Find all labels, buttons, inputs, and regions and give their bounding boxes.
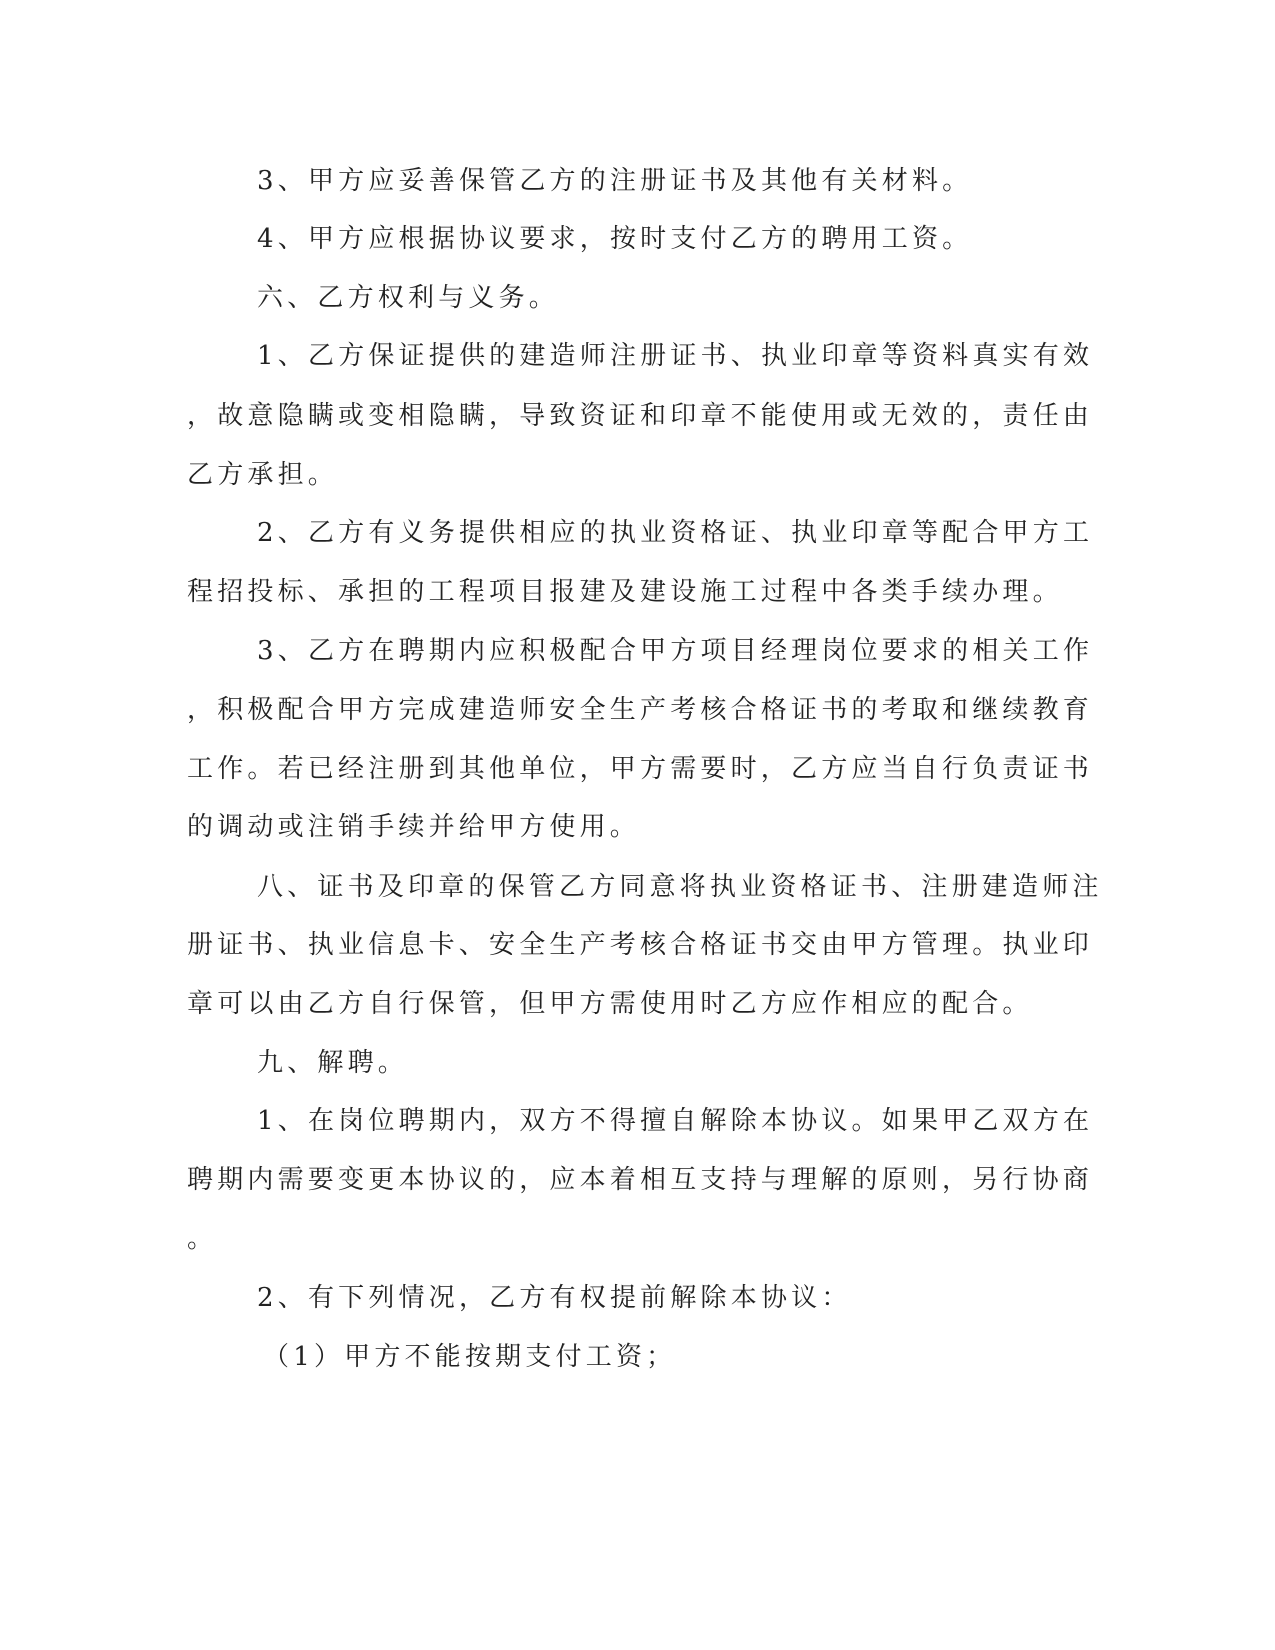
- paragraph-line: 聘期内需要变更本协议的，应本着相互支持与理解的原则，另行协商: [187, 1165, 1094, 1195]
- paragraph-line: ，积极配合甲方完成建造师安全生产考核合格证书的考取和继续教育: [187, 695, 1094, 725]
- paragraph-line: 工作。若已经注册到其他单位，甲方需要时，乙方应当自行负责证书: [187, 754, 1094, 784]
- paragraph-line: 3、乙方在聘期内应积极配合甲方项目经理岗位要求的相关工作: [257, 636, 1094, 666]
- paragraph-line: 4、甲方应根据协议要求，按时支付乙方的聘用工资。: [257, 224, 973, 254]
- paragraph-line: 程招投标、承担的工程项目报建及建设施工过程中各类手续办理。: [187, 577, 1063, 607]
- paragraph-line: ，故意隐瞒或变相隐瞒，导致资证和印章不能使用或无效的，责任由: [187, 401, 1094, 431]
- paragraph-line: 2、有下列情况，乙方有权提前解除本协议：: [257, 1283, 852, 1313]
- paragraph-line: 册证书、执业信息卡、安全生产考核合格证书交由甲方管理。执业印: [187, 930, 1094, 960]
- paragraph-line: 章可以由乙方自行保管，但甲方需使用时乙方应作相应的配合。: [187, 989, 1033, 1019]
- paragraph-line: 的调动或注销手续并给甲方使用。: [187, 812, 641, 842]
- paragraph-line: 1、乙方保证提供的建造师注册证书、执业印章等资料真实有效: [257, 341, 1094, 371]
- paragraph-line: 2、乙方有义务提供相应的执业资格证、执业印章等配合甲方工: [257, 518, 1094, 548]
- paragraph-line: 3、甲方应妥善保管乙方的注册证书及其他有关材料。: [257, 166, 973, 196]
- paragraph-line: 1、在岗位聘期内，双方不得擅自解除本协议。如果甲乙双方在: [257, 1106, 1094, 1136]
- section-heading: 八、证书及印章的保管乙方同意将执业资格证书、注册建造师注: [257, 872, 1103, 902]
- section-heading: 六、乙方权利与义务。: [257, 283, 560, 313]
- section-heading: 九、解聘。: [257, 1048, 409, 1078]
- paragraph-line: 。: [187, 1224, 218, 1254]
- list-item: （1）甲方不能按期支付工资；: [263, 1342, 677, 1372]
- paragraph-line: 乙方承担。: [187, 460, 339, 490]
